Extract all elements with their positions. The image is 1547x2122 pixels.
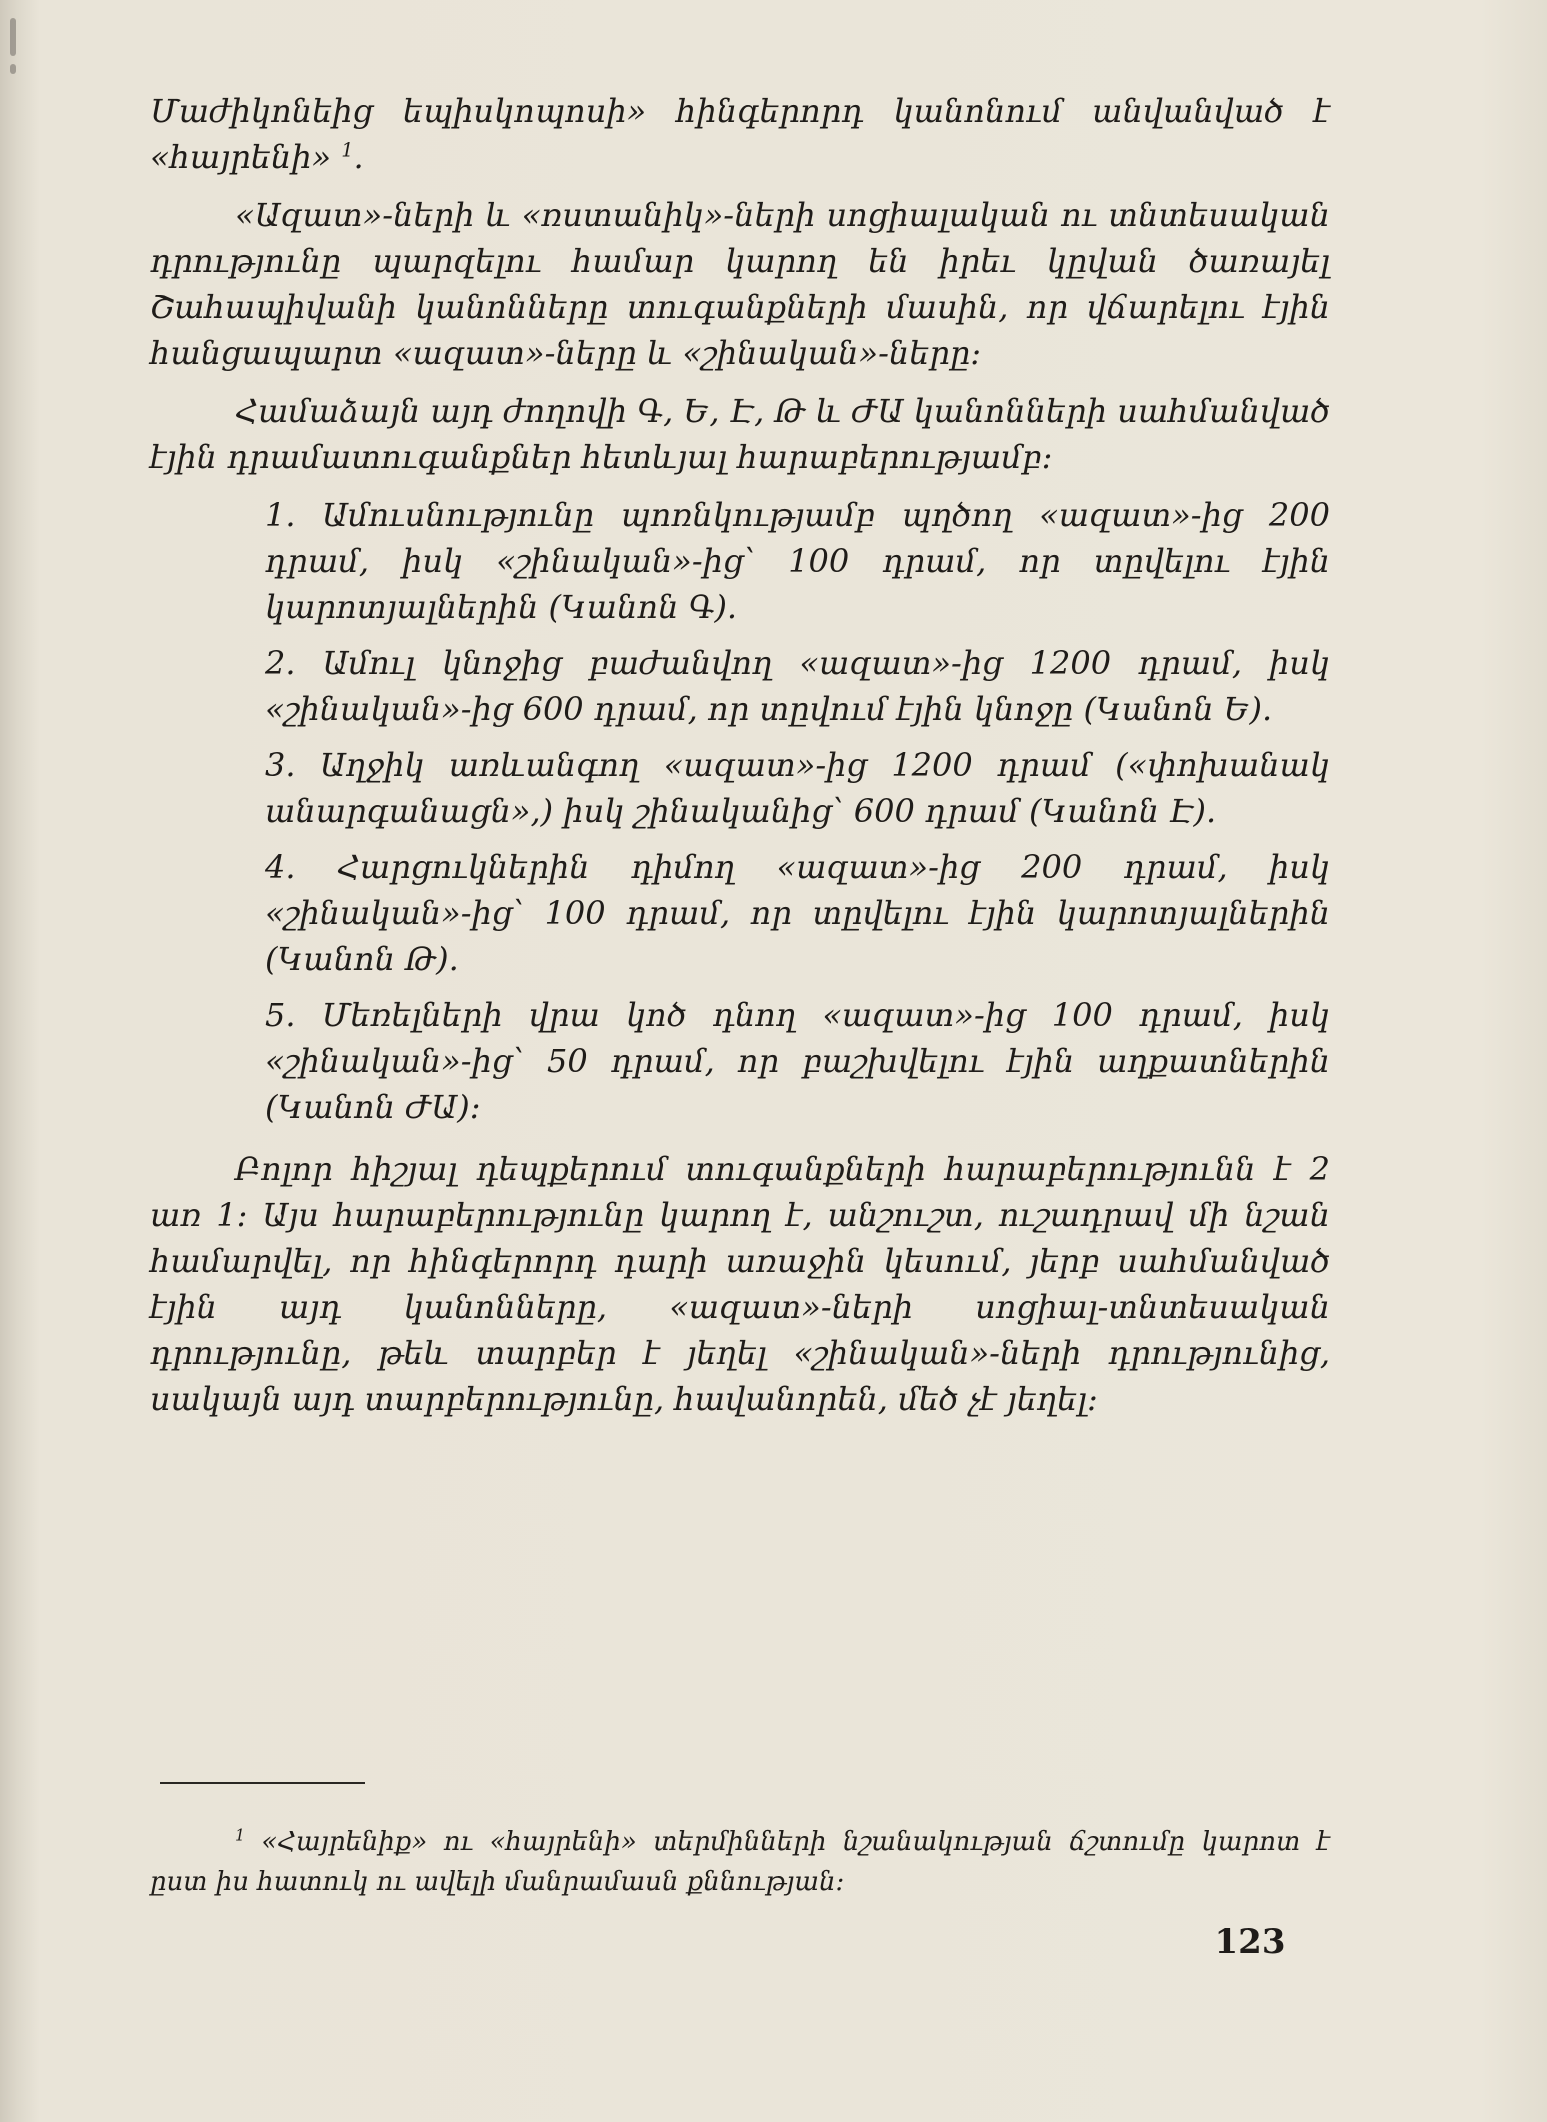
list-item <box>150 844 1330 982</box>
list-item-number: 2. <box>265 644 296 682</box>
paragraph-2: «Ազատ»-ների և «ռստանիկ»-ների սոցիալական ու տնտեսական դրությունը պարզելու համար կարող են իրեւ կըվան ծառայել Շահապիվանի կանոնները տուգանքների մասին, որ վճարելու էյին հանցապարտ «ազատ»-ները և «շինական»-ները։ <box>150 196 1330 372</box>
fines-list <box>150 492 1330 1130</box>
paragraph-1-text: Մաժիկոնեից եպիսկոպոսի» հինգերորդ կանոնում անվանված է «հայրենի» <box>150 92 1330 176</box>
list-item-text: Աղջիկ առևանգող «ազատ»-ից 1200 դրամ («փոխանակ անարգանացն»,) իսկ շինականից՝ 600 դրամ (Կանոն Է). <box>265 746 1331 830</box>
list-item <box>150 742 1330 834</box>
list-item-text: Հարցուկներին դիմող «ազատ»-ից 200 դրամ, իսկ «շինական»-ից՝ 100 դրամ, որ տըվելու էյին կարոտյալներին (Կանոն Թ). <box>265 848 1331 978</box>
footnote-text: «Հայրենիք» ու «հայրենի» տերմինների նշանակության ճշտումը կարոտ է ըստ իս հատուկ ու ավելի մանրամասն քննության։ <box>150 1827 1331 1897</box>
paragraph-3: Համաձայն այդ ժողովի Գ, Ե, Է, Թ և ԺԱ կանոնների սահմանված էյին դրամատուգանքներ հետևյալ հարաբերությամբ։ <box>150 392 1330 476</box>
paragraph-1 <box>150 88 1330 180</box>
paragraph-1-end: . <box>353 138 364 176</box>
list-item-number: 1. <box>265 496 296 534</box>
paragraph-4: Բոլոր հիշյալ դեպքերում տուգանքների հարաբերությունն է 2 առ 1։ Այս հարաբերությունը կարող է, անշուշտ, ուշադրավ մի նշան համարվել, որ հինգերորդ դարի առաջին կեսում, յերբ սահմանված էյին այդ կանոնները, «ազատ»-ների սոցիալ-տնտեսական դրությունը, թեև տարբեր է յեղել «շինական»-ների դրությունից, սակայն այդ տարբերությունը, հավանորեն, մեծ չէ յեղել։ <box>150 1150 1330 1418</box>
footnote <box>150 1822 1330 1902</box>
footnote-marker: 1 <box>235 1826 245 1845</box>
list-item-text: Ամուսնությունը պոռնկությամբ պղծող «ազատ»-ից 200 դրամ, իսկ «շինական»-ից՝ 100 դրամ, որ տըվելու էյին կարոտյալներին (Կանոն Գ). <box>265 496 1331 626</box>
list-item-text: Մեռելների վրա կոծ դնող «ազատ»-ից 100 դրամ, իսկ «շինական»-ից՝ 50 դրամ, որ բաշխվելու էյին աղքատներին (Կանոն ԺԱ)։ <box>265 996 1331 1126</box>
list-item-number: 5. <box>265 996 296 1034</box>
body-text <box>150 88 1330 1434</box>
footnote-ref[interactable]: 1 <box>341 138 354 162</box>
list-item-number: 4. <box>265 848 296 886</box>
list-item <box>150 992 1330 1130</box>
list-item-number: 3. <box>265 746 296 784</box>
binding-mark <box>10 18 16 56</box>
footnote-separator <box>160 1782 365 1784</box>
list-item <box>150 492 1330 630</box>
list-item-text: Ամուլ կնոջից բաժանվող «ազատ»-ից 1200 դրամ, իսկ «շինական»-ից 600 դրամ, որ տըվում էյին կնոջը (Կանոն Ե). <box>265 644 1331 728</box>
page-number: 123 <box>1214 1922 1286 1962</box>
binding-mark <box>10 64 16 74</box>
list-item <box>150 640 1330 732</box>
